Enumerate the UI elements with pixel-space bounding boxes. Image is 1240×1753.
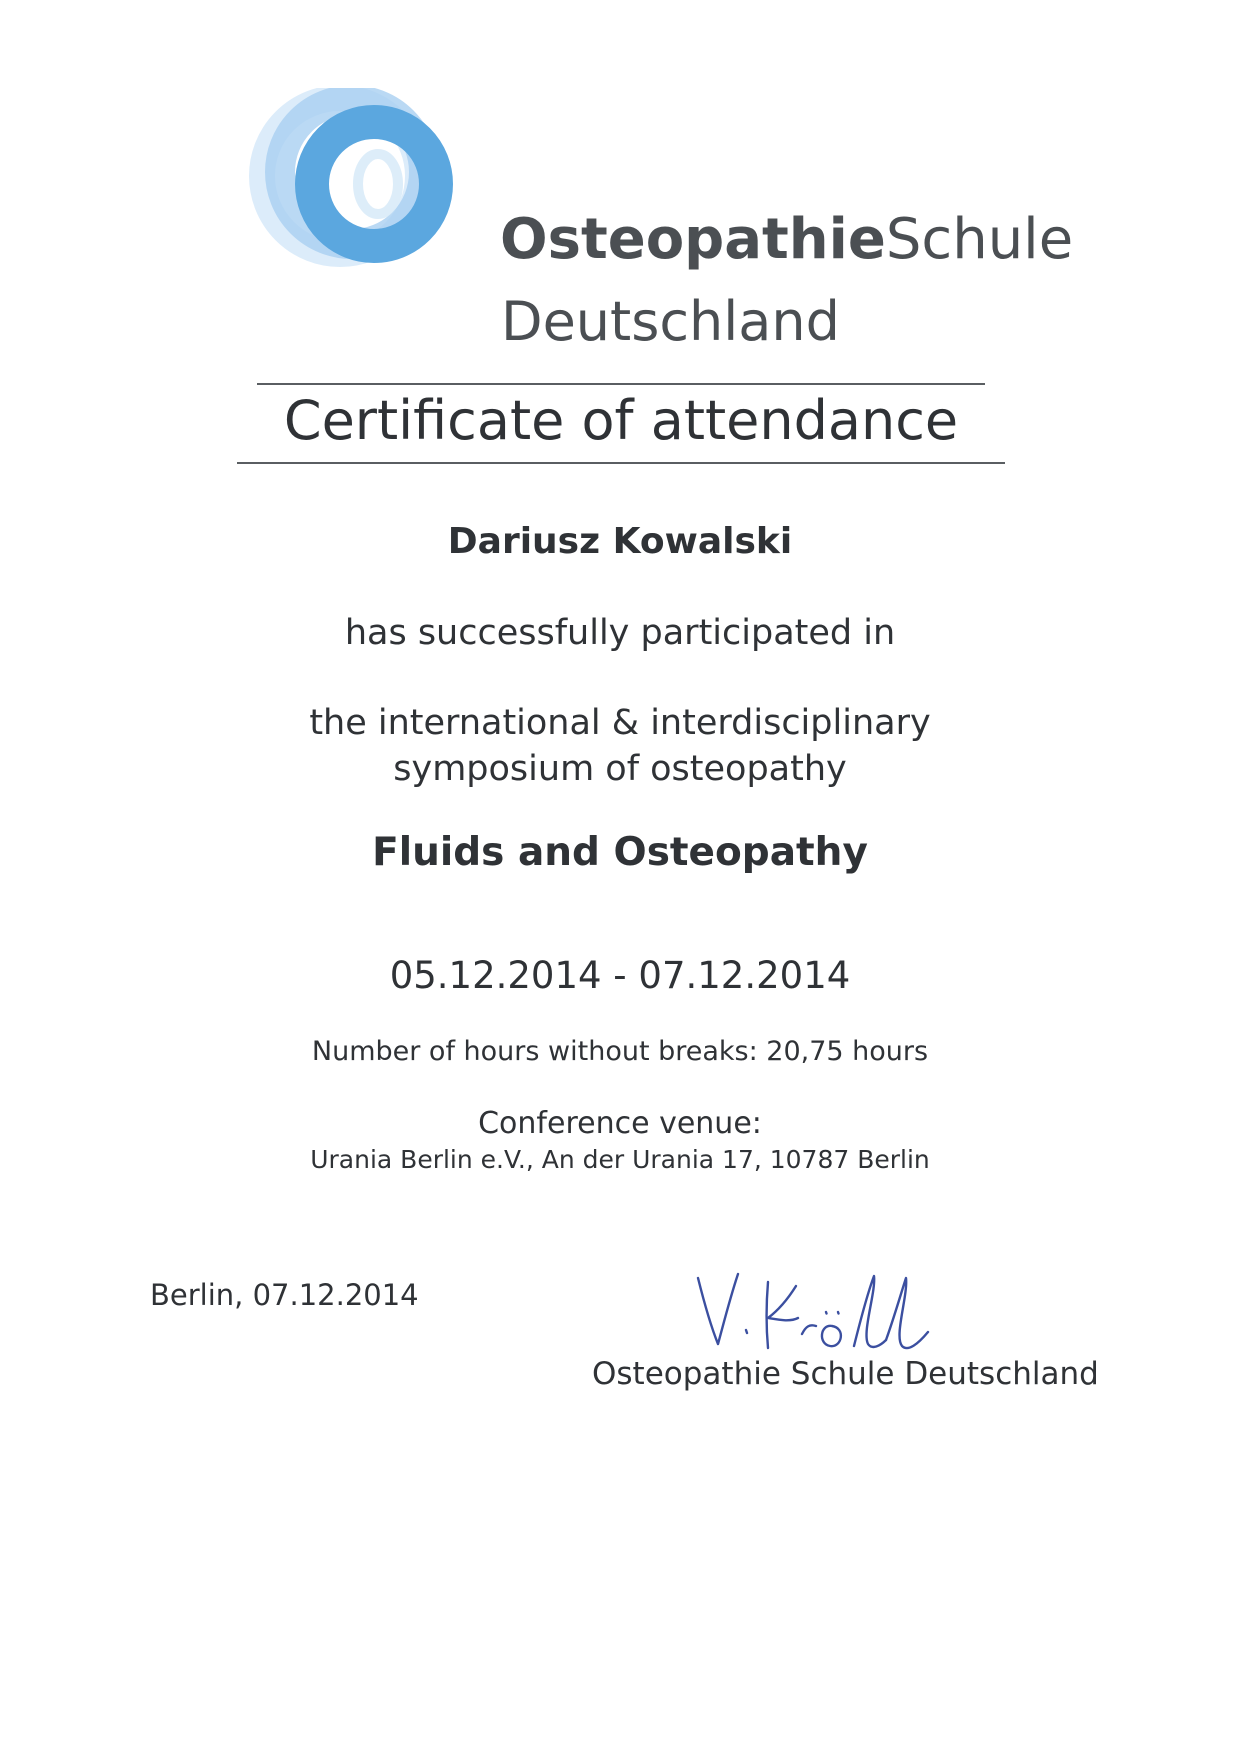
participation-text: has successfully participated in: [344, 613, 896, 653]
event-title: Fluids and Osteopathy: [372, 830, 868, 875]
description-line-2: symposium of osteopathy: [393, 749, 847, 789]
brand-name-regular: Schule: [885, 207, 1074, 272]
hours-text: Number of hours without breaks: 20,75 hours: [311, 1036, 929, 1067]
signatory-name: Osteopathie Schule Deutschland: [592, 1356, 1099, 1392]
signature-icon: [690, 1262, 950, 1362]
event-dates: 05.12.2014 - 07.12.2014: [389, 954, 851, 997]
brand-name: [500, 208, 1073, 272]
venue-label: Conference venue:: [478, 1106, 762, 1141]
osteopathie-logo-icon: [248, 88, 480, 288]
venue-address: Urania Berlin e.V., An der Urania 17, 10787 Berlin: [310, 1145, 930, 1174]
title-rule-bottom: [237, 462, 1005, 464]
place-date: Berlin, 07.12.2014: [150, 1278, 419, 1312]
certificate-title: Certificate of attendance: [283, 389, 959, 452]
brand-name-bold: Osteopathie: [500, 207, 886, 272]
brand-country: Deutschland: [501, 290, 840, 353]
title-rule-top: [257, 383, 985, 385]
recipient-name: Dariusz Kowalski: [447, 521, 793, 562]
description-line-1: the international & interdisciplinary: [309, 703, 931, 743]
